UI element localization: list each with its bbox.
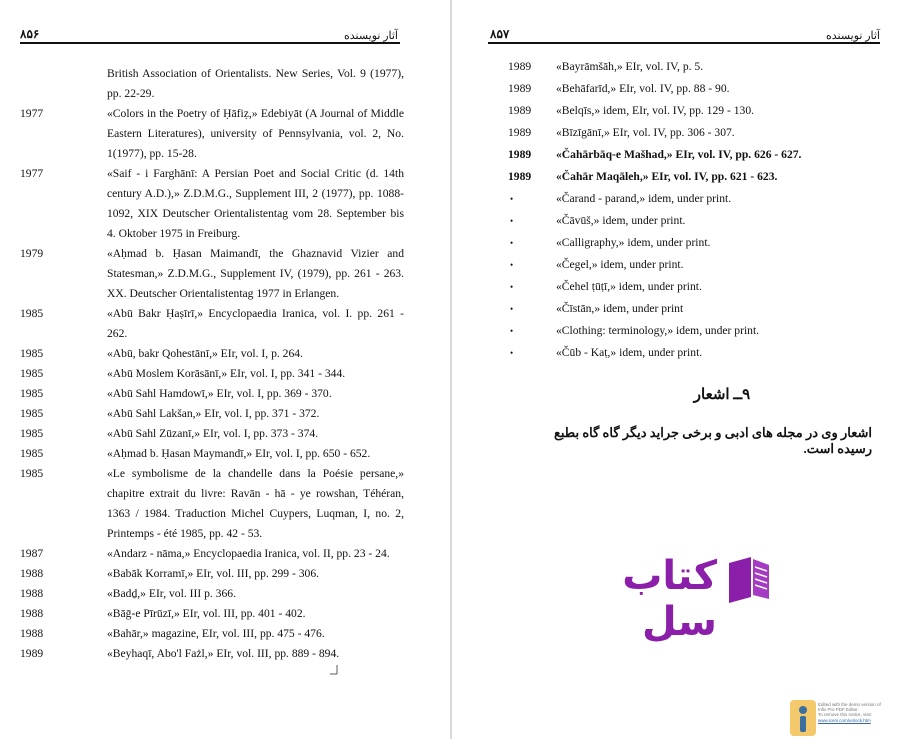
entry-text: «Abū Moslem Korāsānī,» EIr, vol. I, pp. 341 - 344. [107, 367, 346, 380]
entry-text: «Aḥmad b. Ḥasan Maimandī, the Ghaznavid Vizier and Statesman,» Z.D.M.G., Supplement IV, (1979), pp. 261 - 263. XX. Deutscher Orientalistentag 1977 in Erlangen. [107, 247, 404, 300]
entry-text: «Čegel,» idem, under print. [556, 258, 684, 271]
entry-text: «Babāk Korramī,» EIr, vol. III, pp. 299 - 306. [107, 567, 320, 580]
bibliography-entry [20, 444, 404, 464]
right-page-number: ۸۵۷ [490, 27, 510, 41]
entry-year: 1985 [20, 307, 44, 320]
entry-text: «Badḏ,» EIr, vol. III p. 366. [107, 587, 236, 600]
entry-text: «Čahārbāq-e Mašhad,» EIr, vol. IV, pp. 626 - 627. [556, 148, 802, 161]
watermark-line: To remove this notice, visit: [818, 712, 873, 718]
entry-bullet: • [510, 260, 514, 270]
entry-bullet: • [510, 194, 514, 204]
left-bibliography-list [20, 64, 404, 664]
entry-text: «Čarand - parand,» idem, under print. [556, 192, 732, 205]
entry-year: 1988 [20, 587, 44, 600]
infix-logo-icon [790, 700, 816, 736]
right-page-header [490, 22, 880, 42]
book-stack-icon [725, 553, 773, 605]
entry-year: 1989 [508, 60, 532, 73]
entry-text: «Colors in the Poetry of Ḥāfiẓ,» Edebiyāt (A Journal of Middle Eastern Literatures), university of Pennsylvania, vol. 2, No. 1(1977), pp. 15-28. [107, 107, 404, 160]
entry-text: «Behāfarīd,» EIr, vol. IV, pp. 88 - 90. [556, 82, 730, 95]
entry-year: 1989 [508, 148, 532, 161]
entry-text: «Čahār Maqāleh,» EIr, vol. IV, pp. 621 - 623. [556, 170, 778, 183]
entry-text: «Bīzīgānī,» EIr, vol. IV, pp. 306 - 307. [556, 126, 735, 139]
watermark-line: Edited with the demo version of [818, 702, 881, 707]
entry-text: «Čīstān,» idem, under print [556, 302, 684, 315]
bibliography-entry [508, 166, 848, 188]
bibliography-entry [20, 404, 404, 424]
entry-year: 1985 [20, 427, 44, 440]
watermark-text [818, 702, 900, 723]
watermark-line: Infix Pro PDF Editor [818, 707, 858, 713]
entry-bullet: • [510, 216, 514, 226]
page-corner-mark [330, 665, 338, 675]
entry-text: «Abū Sahl Zūzanī,» EIr, vol. I, pp. 373 - 374. [107, 427, 319, 440]
entry-bullet: • [510, 304, 514, 314]
bibliography-entry [20, 604, 404, 624]
bibliography-entry [508, 210, 848, 232]
entry-bullet: • [510, 326, 514, 336]
entry-year: 1989 [508, 170, 532, 183]
bibliography-entry [20, 64, 404, 104]
entry-text: «Saif - i Farghānī: A Persian Poet and Social Critic (d. 14th century A.D.),» Z.D.M.G., Supplement III, 2 (1977), pp. 1088- 1092, XIX Deutscher Orientalistentag vom 28. September bis 4. Oktober 1975 in Freiburg. [107, 167, 404, 240]
entry-text: «Calligraphy,» idem, under print. [556, 236, 711, 249]
bibliography-entry [20, 384, 404, 404]
watermark-link[interactable]: www.iceni.com/unlock.htm [818, 717, 871, 723]
right-header-rule [488, 42, 880, 44]
entry-text: «Beyhaqī, Abo'l Fażl,» EIr, vol. III, pp. 889 - 894. [107, 647, 340, 660]
pdf-editor-watermark[interactable] [784, 700, 900, 739]
entry-text: «Bahār,» magazine, EIr, vol. III, pp. 475 - 476. [107, 627, 325, 640]
bibliography-entry [20, 544, 404, 564]
entry-text: «Čūb - Kaṭ,» idem, under print. [556, 346, 703, 359]
entry-year: 1987 [20, 547, 44, 560]
bibliography-entry [20, 104, 404, 164]
bibliography-entry [20, 624, 404, 644]
entry-text: «Čāvūš,» idem, under print. [556, 214, 686, 227]
entry-bullet: • [510, 238, 514, 248]
left-page-header [20, 22, 398, 42]
bibliography-entry [508, 56, 848, 78]
bibliography-entry [20, 584, 404, 604]
entry-year: 1985 [20, 467, 44, 480]
bibliography-entry [20, 564, 404, 584]
entry-year: 1977 [20, 167, 44, 180]
entry-year: 1977 [20, 107, 44, 120]
entry-year: 1988 [20, 567, 44, 580]
entry-text: «Le symbolisme de la chandelle dans la Poésie persane,» chapitre extrait du livre: Ravān - hā - ye rowshan, Téhéran, 1363 / 1984. Traduction Michel Cuypers, Luqman, I, no. 2, Printemps - été 1985, pp. 42 - 53. [107, 467, 404, 540]
entry-year: 1988 [20, 607, 44, 620]
bibliography-entry [20, 244, 404, 304]
bibliography-entry [20, 364, 404, 384]
bibliography-entry [20, 644, 404, 664]
entry-text: «Aḥmad b. Ḥasan Maymandī,» EIr, vol. I, pp. 650 - 652. [107, 447, 371, 460]
entry-year: 1989 [508, 126, 532, 139]
entry-year: 1988 [20, 627, 44, 640]
entry-text: British Association of Orientalists. New Series, Vol. 9 (1977), pp. 22-29. [107, 67, 404, 100]
bibliography-entry [508, 78, 848, 100]
entry-text: «Abū Bakr Ḥaṣīrī,» Encyclopaedia Iranica, vol. I. pp. 261 - 262. [107, 307, 404, 340]
entry-year: 1985 [20, 387, 44, 400]
right-page [452, 0, 900, 739]
logo-text: کتاب سل [622, 553, 717, 645]
bibliography-entry [508, 144, 848, 166]
right-bibliography-list [508, 56, 848, 364]
bibliography-entry [20, 344, 404, 364]
ketabsal-logo [547, 545, 777, 645]
section-paragraph: اشعار وی در مجله های ادبی و برخی جراید دیگر گاه گاه بطبع رسیده است. [553, 425, 872, 456]
left-page-header-title: آثار نویسنده [343, 30, 398, 42]
bibliography-entry [508, 320, 848, 342]
bibliography-entry [20, 164, 404, 244]
left-page-number: ۸۵۶ [20, 27, 40, 41]
entry-year: 1989 [508, 82, 532, 95]
bibliography-entry [508, 122, 848, 144]
bibliography-entry [20, 424, 404, 444]
entry-bullet: • [510, 348, 514, 358]
entry-text: «Čehel ṭūṭī,» idem, under print. [556, 280, 702, 293]
entry-text: «Andarz - nāma,» Encyclopaedia Iranica, vol. II, pp. 23 - 24. [107, 547, 390, 560]
bibliography-entry [508, 276, 848, 298]
entry-text: «Abū, bakr Qohestānī,» EIr, vol. I, p. 264. [107, 347, 303, 360]
entry-text: «Bāḡ-e Pīrūzī,» EIr, vol. III, pp. 401 - 402. [107, 607, 306, 620]
bibliography-entry [508, 342, 848, 364]
bibliography-entry [508, 100, 848, 122]
right-page-header-title: آثار نویسنده [825, 30, 880, 42]
entry-text: «Bayrāmšāh,» EIr, vol. IV, p. 5. [556, 60, 704, 73]
entry-text: «Abū Sahl Lakšan,» EIr, vol. I, pp. 371 - 372. [107, 407, 320, 420]
entry-year: 1985 [20, 407, 44, 420]
bibliography-entry [20, 304, 404, 344]
entry-bullet: • [510, 282, 514, 292]
entry-year: 1989 [20, 647, 44, 660]
entry-text: «Belqīs,» idem, EIr, vol. IV, pp. 129 - 130. [556, 104, 755, 117]
section-heading: ۹ــ اشعار [693, 387, 751, 403]
bibliography-entry [508, 188, 848, 210]
bibliography-entry [20, 464, 404, 544]
entry-year: 1985 [20, 347, 44, 360]
entry-year: 1979 [20, 247, 44, 260]
entry-text: «Abū Sahl Hamdowī,» EIr, vol. I, pp. 369 - 370. [107, 387, 332, 400]
left-header-rule [20, 42, 400, 44]
entry-year: 1989 [508, 104, 532, 117]
entry-year: 1985 [20, 447, 44, 460]
bibliography-entry [508, 298, 848, 320]
entry-text: «Clothing: terminology,» idem, under print. [556, 324, 760, 337]
entry-year: 1985 [20, 367, 44, 380]
bibliography-entry [508, 232, 848, 254]
bibliography-entry [508, 254, 848, 276]
